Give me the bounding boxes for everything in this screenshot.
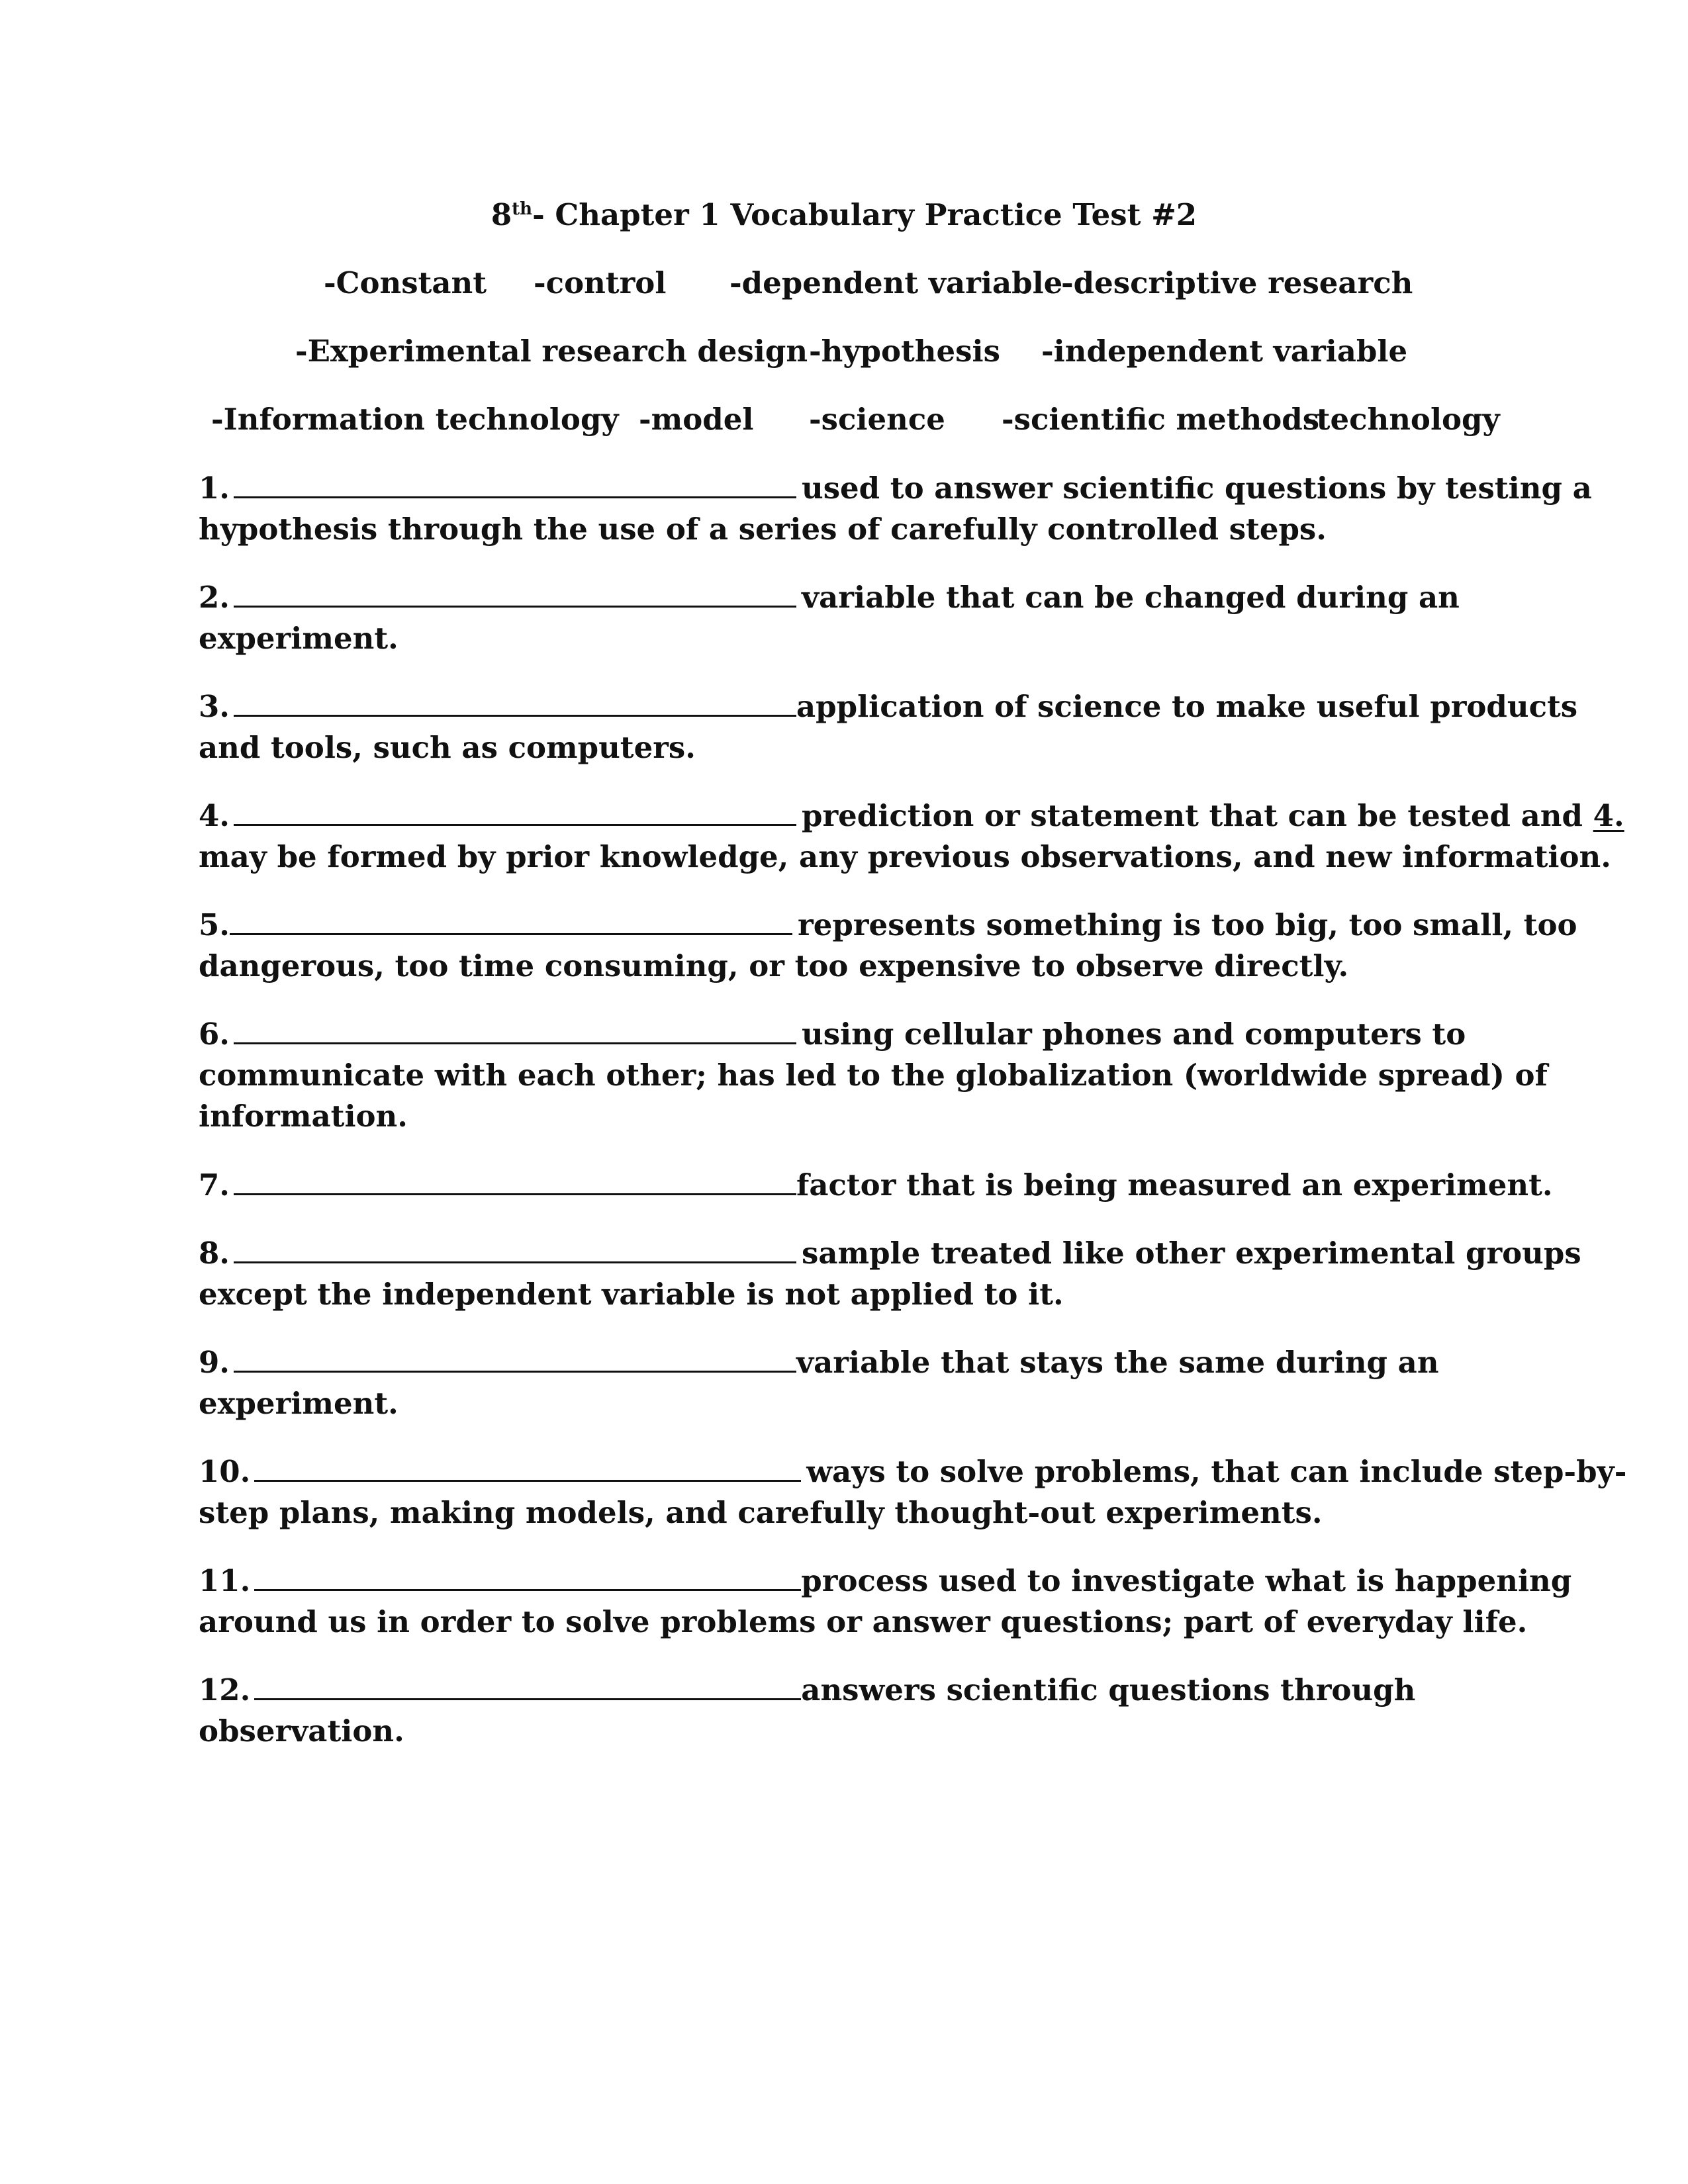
answer-blank[interactable] bbox=[234, 579, 796, 608]
question-reference: 4. bbox=[1593, 798, 1624, 833]
answer-blank[interactable] bbox=[234, 1235, 796, 1263]
question-number: 5. bbox=[199, 907, 230, 942]
question-10 bbox=[199, 1451, 1627, 1533]
question-number: 6. bbox=[199, 1017, 230, 1052]
question-text: communicate with each other; has led to the globalization (worldwide spread) of bbox=[199, 1058, 1548, 1093]
answer-blank[interactable] bbox=[230, 907, 792, 935]
question-text: process used to investigate what is happening bbox=[801, 1563, 1572, 1598]
answer-blank[interactable] bbox=[234, 797, 796, 826]
question-number: 4. bbox=[199, 798, 230, 833]
question-text: variable that can be changed during an bbox=[801, 580, 1460, 615]
question-text: except the independent variable is not applied to it. bbox=[199, 1277, 1064, 1312]
question-number: 2. bbox=[199, 580, 230, 615]
question-3 bbox=[199, 686, 1578, 768]
question-text: prediction or statement that can be tested and bbox=[801, 798, 1583, 833]
question-8 bbox=[199, 1233, 1581, 1315]
word-bank-term: -model bbox=[639, 402, 754, 437]
question-text: using cellular phones and computers to bbox=[801, 1017, 1466, 1052]
answer-blank[interactable] bbox=[254, 1563, 801, 1591]
question-number: 1. bbox=[199, 471, 230, 506]
question-text: represents something is too big, too small, too bbox=[797, 907, 1577, 942]
question-text: around us in order to solve problems or answer questions; part of everyday life. bbox=[199, 1604, 1528, 1639]
page-title: 8th- Chapter 1 Vocabulary Practice Test #2 bbox=[491, 197, 1197, 232]
question-text: used to answer scientific questions by testing a bbox=[801, 471, 1592, 506]
question-text: dangerous, too time consuming, or too expensive to observe directly. bbox=[199, 948, 1349, 983]
answer-blank[interactable] bbox=[234, 1167, 796, 1195]
question-number: 12. bbox=[199, 1672, 251, 1707]
question-number: 8. bbox=[199, 1236, 230, 1271]
question-number: 11. bbox=[199, 1563, 251, 1598]
question-number: 9. bbox=[199, 1345, 230, 1380]
question-12 bbox=[199, 1670, 1496, 1752]
word-bank-term: -independent variable bbox=[1041, 334, 1408, 369]
word-bank-term: -science bbox=[809, 402, 945, 437]
question-text: variable that stays the same during an bbox=[796, 1345, 1439, 1380]
question-number: 3. bbox=[199, 689, 230, 724]
question-text: observation. bbox=[199, 1713, 404, 1749]
answer-blank[interactable] bbox=[234, 470, 796, 498]
question-text: ways to solve problems, that can include step-by- bbox=[806, 1454, 1627, 1489]
question-7 bbox=[199, 1165, 1553, 1206]
question-text: step plans, making models, and carefully thought-out experiments. bbox=[199, 1495, 1323, 1530]
question-text: hypothesis through the use of a series of carefully controlled steps. bbox=[199, 512, 1327, 547]
question-text: information. bbox=[199, 1099, 408, 1134]
word-bank-term: -descriptive research bbox=[1061, 265, 1413, 300]
word-bank-term: -technology bbox=[1304, 402, 1500, 437]
answer-blank[interactable] bbox=[254, 1672, 801, 1700]
title-superscript: th bbox=[512, 199, 533, 219]
word-bank-term: -Experimental research design bbox=[295, 334, 808, 369]
question-4 bbox=[199, 796, 1624, 878]
question-11 bbox=[199, 1561, 1572, 1643]
word-bank-term: -control bbox=[534, 265, 667, 300]
question-6 bbox=[199, 1014, 1548, 1137]
word-bank-term: -scientific methods bbox=[1002, 402, 1320, 437]
word-bank-term: -Constant bbox=[324, 265, 487, 300]
answer-blank[interactable] bbox=[234, 1344, 796, 1373]
question-2 bbox=[199, 577, 1496, 659]
question-text: factor that is being measured an experiment. bbox=[796, 1167, 1553, 1203]
word-bank-term: -dependent variable bbox=[729, 265, 1063, 300]
word-bank-term: -Information technology bbox=[211, 402, 619, 437]
question-text: application of science to make useful products bbox=[796, 689, 1578, 724]
question-9 bbox=[199, 1342, 1496, 1424]
answer-blank[interactable] bbox=[254, 1453, 801, 1482]
answer-blank[interactable] bbox=[234, 688, 796, 717]
question-text: and tools, such as computers. bbox=[199, 730, 696, 765]
question-number: 10. bbox=[199, 1454, 251, 1489]
question-text: experiment. bbox=[199, 621, 399, 656]
question-text: experiment. bbox=[199, 1386, 399, 1421]
word-bank-term: -hypothesis bbox=[809, 334, 1000, 369]
question-1 bbox=[199, 468, 1592, 550]
question-text: answers scientific questions through bbox=[801, 1672, 1416, 1707]
question-text: may be formed by prior knowledge, any previous observations, and new information. bbox=[199, 839, 1611, 874]
question-5 bbox=[199, 905, 1577, 987]
question-number: 7. bbox=[199, 1167, 230, 1203]
answer-blank[interactable] bbox=[234, 1016, 796, 1044]
question-text: sample treated like other experimental groups bbox=[801, 1236, 1581, 1271]
